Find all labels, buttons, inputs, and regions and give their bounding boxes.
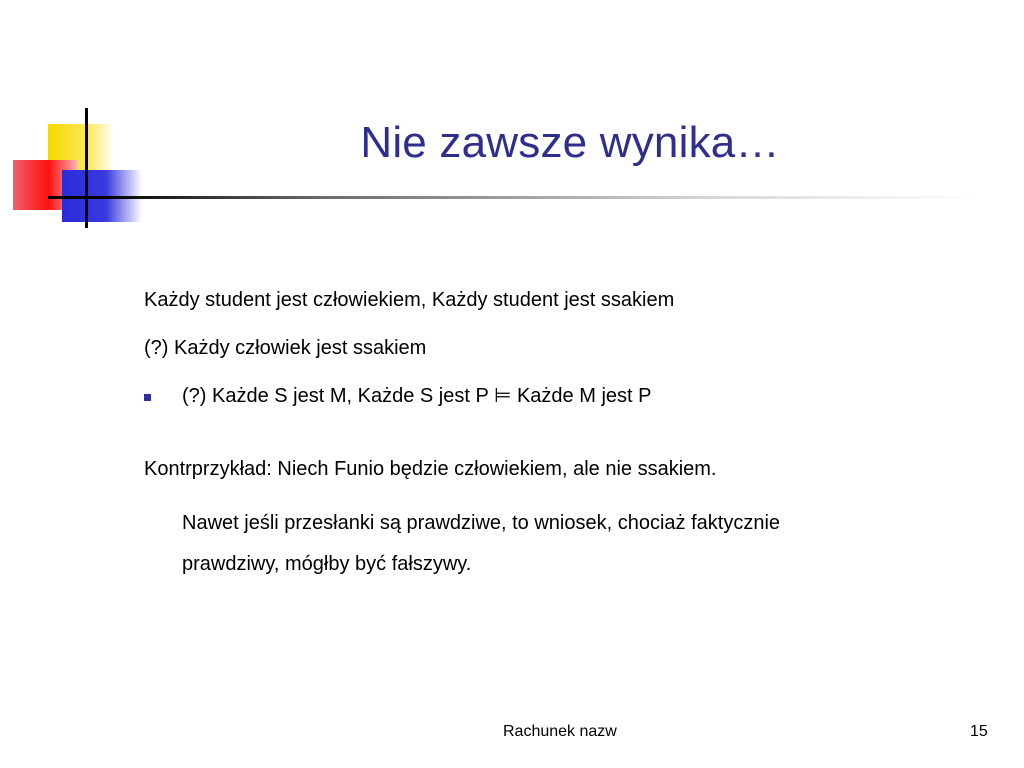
decorative-corner-graphic [0,0,160,240]
slide-content [144,286,984,585]
premises-line: Każdy student jest człowiekiem, Każdy student jest ssakiem [144,289,675,311]
explanation-block [182,503,984,585]
explanation-line-2: prawdziwy, mógłby być fałszywy. [182,553,472,575]
title-underline-rule [100,196,980,199]
bullet-item [144,382,984,411]
footer-title: Rachunek nazw [503,723,617,740]
explanation-line-1: Nawet jeśli przesłanki są prawdziwe, to wniosek, chociaż faktycznie [182,512,781,534]
deco-vertical-line [85,108,88,228]
counterexample-line: Kontrprzykład: Niech Funio będzie człowiekiem, ale nie ssakiem. [144,458,717,480]
page-number: 15 [970,723,988,740]
slide-title: Nie zawsze wynika… [360,118,780,167]
conclusion-question-line: (?) Każdy człowiek jest ssakiem [144,337,427,359]
square-bullet-icon [144,394,151,401]
bullet-item-text: (?) Każde S jest M, Każde S jest P ⊨ Każde M jest P [182,385,652,407]
